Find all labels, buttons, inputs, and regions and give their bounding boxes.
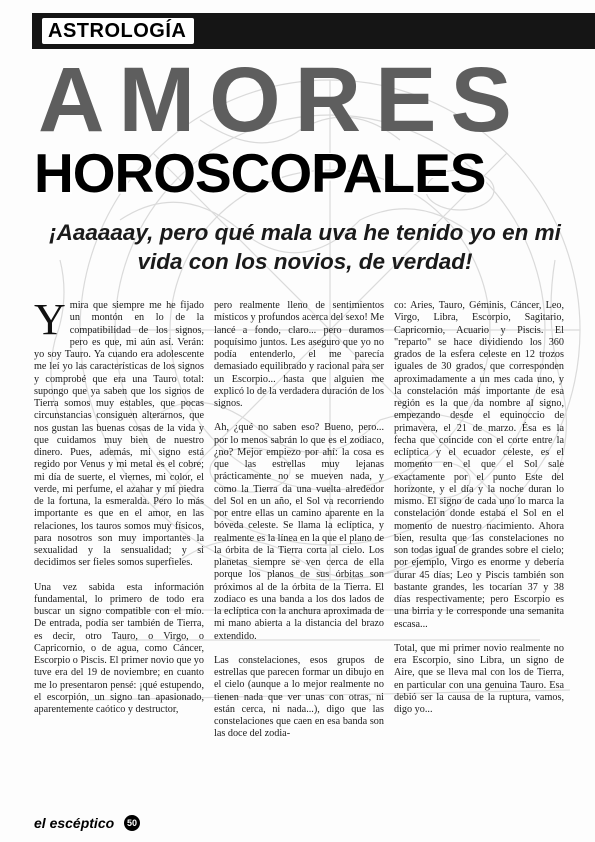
section-label: ASTROLOGÍA <box>42 18 194 44</box>
title-line-2: HOROSCOPALES <box>34 142 486 204</box>
title-line-1: AMORES <box>38 49 526 151</box>
paragraph: pero realmente lleno de sentimientos místicos y profundos acerca del sexo! Me lancé a fondo, claro... pero duramos poquísimo juntos. Les aseguro que yo no podía entenderlo, el me parecía demasiado equilibrado y racional para ser un Escorpio... hasta que alguien me explicó lo de la verdadera duración de los signos. <box>214 300 385 409</box>
paragraph: co: Aries, Tauro, Géminis, Cáncer, Leo, Virgo, Libra, Escorpio, Sagitario, Capricornio, Acuario y Piscis. El "reparto" se hace dividiendo los 360 grados de la esfera celeste en 12 trozos iguales de 30 grados, que corresponden aproximadamente a un mes cada uno, y la constelación más importante de esa región es la que da nombre al signo, empezando desde el equinoccio de primavera, el 21 de marzo. Ésa es la fecha que coincide con el corte entre la eclíptica y el ecuador celeste, es el momento en el que el Sol sale exactamente por el punto Este del horizonte, y el día y la noche duran lo mismo. El signo de cada uno lo marca la constelación donde estaba el Sol en el momento de nuestro nacimiento. Ahora bien, resulta que las constelaciones no son todas igual de grandes sobre el cielo; por ejemplo, Virgo es enorme y debería durar 45 días; Leo y Piscis también son bastante grandes, les tocarían 37 y 38 días respectivamente; pero Escorpio es una birria y le corresponde una semanita escasa... <box>394 300 564 630</box>
paragraph: Ah, ¿qué no saben eso? Bueno, pero... por lo menos sabrán lo que es el zodiaco, ¿no? Mejor empiezo por ahí: la cosa es que las estrellas muy lejanas prácticamente no se mueven nada, y como la Tierra da una vuelta alrededor del Sol en un año, el Sol va recorriendo por entre ellas un camino aparente en la bóveda celeste. Se llama la eclíptica, y realmente es la línea en la que el plano de la órbita de la Tierra corta al cielo. Los planetas siempre se ven cerca de ella porque los planos de sus órbitas son próximos al de la órbita de la Tierra. El zodiaco es una banda a los dos lados de la eclíptica con la anchura aproximada de mi mano abierta a la distancia del brazo extendido. <box>214 422 384 642</box>
paragraph: Total, que mi primer novio realmente no era Escorpio, sino Libra, un signo de Aire, que se lleva mal con los de Tierra, en particular con una genuina Tauro. Esa debió ser la causa de la ruptura, vamos, digo yo... <box>394 642 564 715</box>
paragraph: Una vez sabida esta información fundamental, lo primero de todo era buscar un signo compatible con el mío. De entrada, podía ser también de Tierra, es decir, otro Tauro, o Virgo, o Capricornio, o de agua, como Cáncer, Escorpio o Piscis. El primer novio que yo tuve era del 19 de noviembre; en cuanto me lo presentaron pensé: ¡qué estupendo, el escorpión, un signo tan apasionado, aparentemente caótico y destructor, <box>34 581 204 715</box>
paragraph: Las constelaciones, esos grupos de estrellas que parecen formar un dibujo en el cielo (aunque a lo mejor realmente no tienen nada que ver unas con otras, ni están cerca, ni nada...), digo que las constelaciones que caen en esa banda son las doce del zodia- <box>214 654 384 740</box>
magazine-name: el escéptico <box>34 815 115 831</box>
drop-cap: Y <box>34 295 66 344</box>
body-column-1 <box>34 295 204 728</box>
body-column-3 <box>394 300 564 728</box>
page-number: 50 <box>124 815 140 831</box>
paragraph: Ymira que siempre me he fijado un montón en lo de la compatibilidad de los signos, pero es que, mi aún así. Verán: yo soy Tauro. Ya cuando era adolescente me leí yo las características de los signos y comprobé que era una Tauro total: supongo que ya saben que los signos de Tierra somos muy estables, que pocas circunstancias consiguen alterarnos, que nos gustan las buenas cosas de la vida y que cuidamos muy bien de nuestro dinero. Pues, además, mi signo está regido por Venus y mi metal es el cobre; mi día de suerte, el viernes, mi color, el verde, mi perfume, el azahar y mi piedra de la fortuna, la esmeralda. Pero lo más importante es que en el amor, en las relaciones, los tauros somos muy físicos, para nosotros son muy importantes la sexualidad y la sensualidad; y si decidimos ser fieles somos superfieles. <box>34 295 204 569</box>
section-header-bar <box>32 13 595 49</box>
body-column-2 <box>214 300 384 753</box>
article-subtitle: ¡Aaaaaay, pero qué mala uva he tenido yo en mi vida con los novios, de verdad! <box>49 220 561 274</box>
